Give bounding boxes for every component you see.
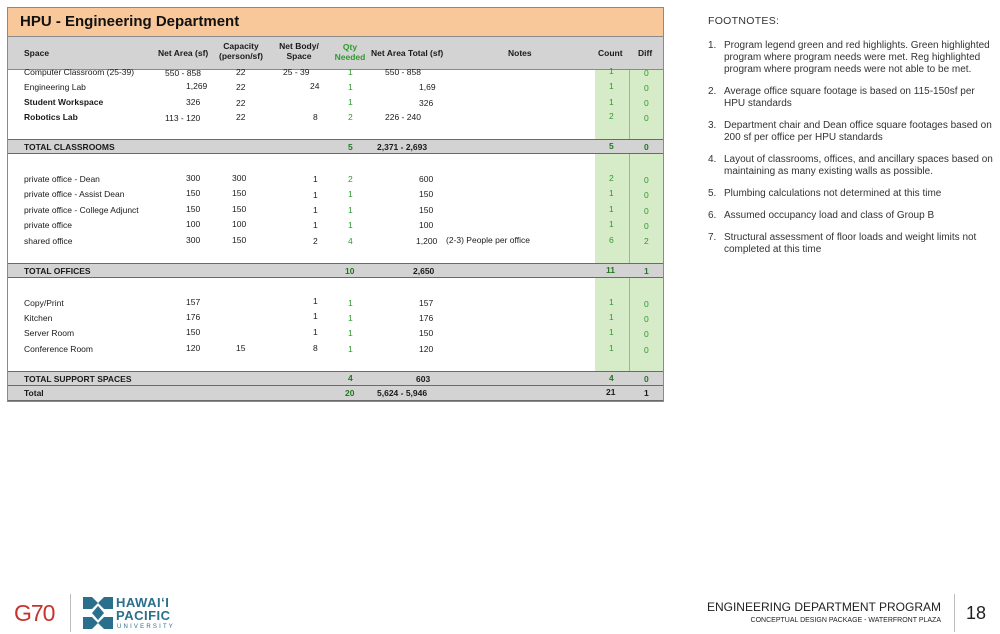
capacity: 300 — [232, 173, 247, 183]
total-count: 21 — [606, 387, 616, 397]
space-name: Engineering Lab — [24, 82, 86, 92]
table-title: HPU - Engineering Department — [20, 13, 240, 30]
logo-divider — [70, 594, 71, 632]
diff: 0 — [644, 83, 649, 93]
total-label: TOTAL CLASSROOMS — [24, 142, 115, 152]
total-diff: 0 — [644, 374, 649, 384]
total-net-area: 2,650 — [413, 266, 435, 276]
header-count: Count — [598, 48, 623, 58]
net-total: 600 — [419, 174, 434, 184]
header-row — [8, 37, 663, 70]
net-area: 1,269 — [186, 81, 208, 91]
diff: 0 — [644, 206, 649, 216]
net-area: 150 — [186, 327, 201, 337]
count: 1 — [609, 81, 614, 91]
net-body: 1 — [313, 220, 318, 230]
qty-needed: 2 — [348, 174, 353, 184]
total-label: TOTAL OFFICES — [24, 266, 91, 276]
total-classrooms-row — [8, 139, 663, 154]
total-diff: 1 — [644, 388, 649, 398]
total-support-row — [8, 371, 663, 386]
net-area: 550 - 858 — [165, 68, 201, 78]
diff: 0 — [644, 221, 649, 231]
net-area: 326 — [186, 97, 201, 107]
space-name: private office - College Adjunct — [24, 205, 139, 215]
net-area: 300 — [186, 235, 201, 245]
space-name: shared office — [24, 236, 73, 246]
footnote-item: 1. Program legend green and red highlights. Green highlighted program where program needs were met. Reg highlighted program where program needs were not able to be met. — [708, 40, 990, 75]
qty-needed: 1 — [348, 97, 353, 107]
net-body: 24 — [310, 81, 320, 91]
diff: 0 — [644, 345, 649, 355]
total-net-area: 2,371 - 2,693 — [377, 142, 428, 152]
header-net-body: Net Body/ Space — [279, 41, 319, 61]
net-body: 1 — [313, 190, 318, 200]
net-body: 1 — [313, 296, 318, 306]
total-count: 4 — [609, 373, 614, 383]
net-area: 150 — [186, 204, 201, 214]
footnote-item: 4. Layout of classrooms, offices, and ancillary spaces based on maintaining as many existing walls as possible. — [708, 154, 993, 177]
diff: 0 — [644, 98, 649, 108]
count: 1 — [609, 97, 614, 107]
notes: (2-3) People per office — [446, 235, 530, 245]
hpu-wordmark-line3: UNIVERSITY — [117, 624, 176, 630]
total-diff: 1 — [644, 266, 649, 276]
net-total: 150 — [419, 328, 434, 338]
count: 1 — [609, 343, 614, 353]
net-total: 157 — [419, 298, 434, 308]
net-total: 150 — [419, 189, 434, 199]
space-name: Conference Room — [24, 344, 93, 354]
footer-divider — [954, 594, 955, 632]
net-area: 120 — [186, 343, 201, 353]
program-table — [7, 7, 664, 402]
space-name: Kitchen — [24, 313, 53, 323]
total-net-area: 603 — [416, 374, 431, 384]
count: 2 — [609, 173, 614, 183]
net-area: 100 — [186, 219, 201, 229]
diff: 0 — [644, 314, 649, 324]
total-net-area: 5,624 - 5,946 — [377, 388, 428, 398]
footnotes-panel — [708, 15, 993, 266]
total-label: TOTAL SUPPORT SPACES — [24, 374, 132, 384]
net-area: 157 — [186, 297, 201, 307]
footnote-item: 7. Structural assessment of floor loads and weight limits not completed at this time — [708, 232, 977, 255]
count: 1 — [609, 312, 614, 322]
diff: 0 — [644, 113, 649, 123]
count: 1 — [609, 219, 614, 229]
space-name: Student Workspace — [24, 97, 104, 107]
qty-needed: 1 — [348, 298, 353, 308]
space-name: Server Room — [24, 328, 75, 338]
net-total: 1,69 — [419, 82, 436, 92]
qty-needed: 1 — [348, 344, 353, 354]
page-number: 18 — [966, 603, 987, 623]
total-count: 11 — [606, 265, 615, 275]
capacity: 22 — [236, 67, 246, 77]
header-net-area: Net Area (sf) — [158, 48, 209, 58]
hpu-wordmark-line2: PACIFIC — [116, 608, 171, 623]
diff: 0 — [644, 175, 649, 185]
capacity: 150 — [232, 188, 247, 198]
footnotes-title: FOOTNOTES: — [708, 15, 780, 27]
header-qty-needed: Qty Needed — [334, 42, 366, 62]
capacity: 100 — [232, 219, 247, 229]
capacity: 22 — [236, 82, 246, 92]
count: 1 — [609, 66, 614, 76]
qty-needed: 2 — [348, 112, 353, 122]
footer-subtitle: CONCEPTUAL DESIGN PACKAGE - WATERFRONT PLAZA — [750, 617, 941, 624]
qty-needed: 1 — [348, 205, 353, 215]
total-qty: 20 — [345, 388, 355, 398]
space-name: private office - Dean — [24, 174, 100, 184]
net-body: 2 — [313, 236, 318, 246]
total-qty: 4 — [348, 373, 353, 383]
header-net-area-total: Net Area Total (sf) — [371, 48, 444, 58]
grand-total-row — [8, 386, 663, 401]
net-body: 25 - 39 — [283, 67, 310, 77]
hpu-wordmark-line1: HAWAIʻI — [116, 595, 170, 610]
net-body: 1 — [313, 205, 318, 215]
g70-logo: G70 — [14, 600, 55, 626]
qty-needed: 1 — [348, 82, 353, 92]
net-total: 100 — [419, 220, 434, 230]
footer-title: ENGINEERING DEPARTMENT PROGRAM — [706, 600, 941, 614]
diff: 0 — [644, 299, 649, 309]
qty-needed: 1 — [348, 189, 353, 199]
net-body: 8 — [313, 112, 318, 122]
footnote-item: 5. Plumbing calculations not determined at this time — [708, 188, 942, 199]
space-name: private office - Assist Dean — [24, 189, 125, 199]
qty-needed: 1 — [348, 313, 353, 323]
net-area: 113 - 120 — [165, 113, 201, 123]
net-area: 300 — [186, 173, 201, 183]
diff: 0 — [644, 68, 649, 78]
footnotes-list — [708, 40, 993, 256]
total-diff: 0 — [644, 142, 649, 152]
count: 1 — [609, 188, 614, 198]
diff: 0 — [644, 190, 649, 200]
total-qty: 10 — [345, 266, 355, 276]
count: 6 — [609, 235, 614, 245]
count: 2 — [609, 111, 614, 121]
qty-needed: 1 — [348, 67, 353, 77]
table-title-bar — [8, 8, 663, 37]
diff: 0 — [644, 329, 649, 339]
total-offices-row — [8, 263, 663, 278]
header-space: Space — [24, 48, 50, 58]
net-total: 550 - 858 — [385, 67, 421, 77]
qty-needed: 1 — [348, 220, 353, 230]
net-area: 150 — [186, 188, 201, 198]
net-total: 226 - 240 — [385, 112, 421, 122]
count: 1 — [609, 327, 614, 337]
net-total: 120 — [419, 344, 434, 354]
net-body: 8 — [313, 343, 318, 353]
net-body: 1 — [313, 174, 318, 184]
net-body: 1 — [313, 327, 318, 337]
footnote-item: 3. Department chair and Dean office square footages based on 200 sf per office per HPU standards — [708, 120, 992, 143]
capacity: 22 — [236, 112, 246, 122]
header-notes: Notes — [508, 48, 532, 58]
total-label: Total — [24, 388, 44, 398]
header-diff: Diff — [638, 48, 653, 58]
footnote-item: 6. Assumed occupancy load and class of Group B — [708, 210, 935, 221]
capacity: 150 — [232, 235, 247, 245]
space-name: Computer Classroom (25-39) — [24, 67, 135, 77]
net-total: 1,200 — [416, 236, 438, 246]
total-count: 5 — [609, 141, 614, 151]
count: 1 — [609, 204, 614, 214]
net-body: 1 — [313, 311, 318, 321]
capacity: 150 — [232, 204, 247, 214]
count: 1 — [609, 297, 614, 307]
net-area: 176 — [186, 312, 201, 322]
net-total: 176 — [419, 313, 434, 323]
count-diff-column-highlight — [595, 37, 663, 401]
header-capacity: Capacity (person/sf) — [219, 41, 263, 61]
net-total: 326 — [419, 98, 434, 108]
total-qty: 5 — [348, 142, 353, 152]
space-name: private office — [24, 220, 73, 230]
capacity: 15 — [236, 343, 246, 353]
space-name: Copy/Print — [24, 298, 64, 308]
capacity: 22 — [236, 98, 246, 108]
qty-needed: 4 — [348, 236, 353, 246]
space-name: Robotics Lab — [24, 112, 78, 122]
net-total: 150 — [419, 205, 434, 215]
diff: 2 — [644, 236, 649, 246]
hpu-logo-mark-icon — [83, 597, 113, 629]
footnote-item: 2. Average office square footage is based on 115-150sf per HPU standards — [708, 86, 975, 109]
qty-needed: 1 — [348, 328, 353, 338]
